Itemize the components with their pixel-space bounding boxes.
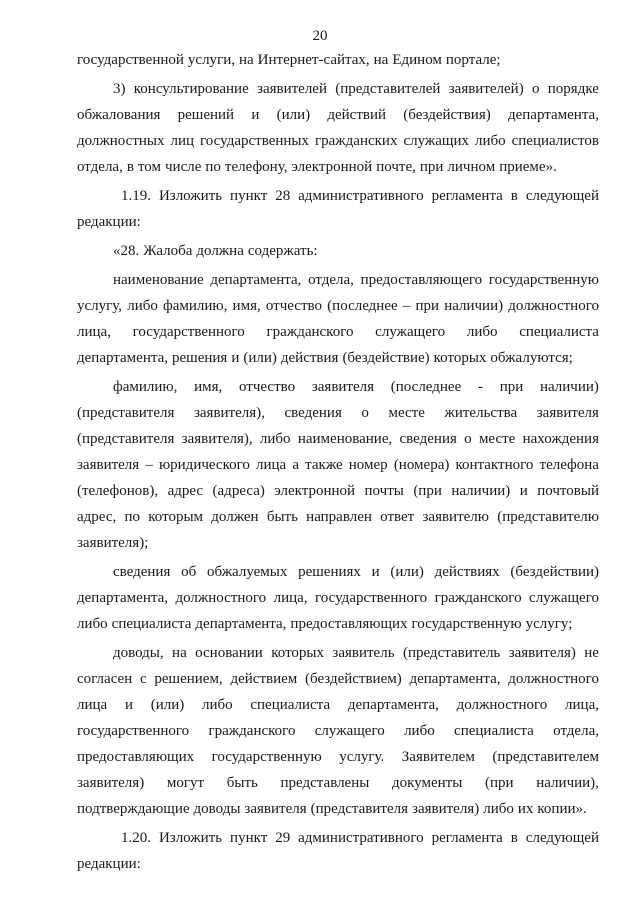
word: а xyxy=(292,457,300,473)
word: отчество xyxy=(265,298,323,314)
word: лица, xyxy=(273,590,308,606)
word: и xyxy=(519,483,528,499)
text-line xyxy=(77,209,599,235)
word: на xyxy=(373,52,389,68)
word: заявителей) xyxy=(448,81,524,97)
text-line xyxy=(77,267,599,293)
word: копии». xyxy=(537,801,587,817)
word: (представителя xyxy=(310,801,409,817)
word: редакции: xyxy=(77,214,141,230)
word: наличии) xyxy=(539,379,599,395)
text-line xyxy=(77,559,599,585)
word: решением, xyxy=(154,671,223,687)
word: Едином xyxy=(392,52,442,68)
word: предоставляющего xyxy=(360,272,483,288)
word: доводы xyxy=(193,801,241,817)
word: сведения xyxy=(284,405,342,421)
word: не xyxy=(584,645,599,661)
word: пункт xyxy=(230,830,268,846)
word: административного xyxy=(298,188,424,204)
word: заявителя xyxy=(311,379,375,395)
word: о xyxy=(464,431,472,447)
word: личном xyxy=(447,159,496,175)
word: сведения xyxy=(399,431,457,447)
word: (бездействии) xyxy=(510,564,599,580)
word: регламента xyxy=(431,830,503,846)
text-line xyxy=(77,640,599,666)
word: лица, xyxy=(77,324,111,340)
word: контактного xyxy=(455,457,534,473)
word: заявителя); xyxy=(77,535,149,551)
word: заявителю xyxy=(422,509,489,525)
word: административного xyxy=(298,830,424,846)
word: (последнее xyxy=(327,298,398,314)
word: решения xyxy=(172,350,228,366)
text-line xyxy=(77,102,599,128)
word: по xyxy=(124,509,141,525)
word: их xyxy=(517,801,534,817)
text-line xyxy=(77,452,599,478)
word: приеме». xyxy=(499,159,557,175)
word: обжалования xyxy=(77,107,161,123)
word: которым xyxy=(148,509,204,525)
word: порядке xyxy=(547,81,599,97)
text-line xyxy=(77,851,599,877)
text-line xyxy=(77,426,599,452)
text-line xyxy=(77,76,599,102)
word: имя, xyxy=(232,298,261,314)
word: обжалуемых xyxy=(206,564,288,580)
word: наименование xyxy=(113,272,204,288)
word: сведения xyxy=(113,564,171,580)
word: документы xyxy=(392,775,463,791)
text-line xyxy=(77,611,599,637)
word: могут xyxy=(166,775,205,791)
word: при xyxy=(415,298,440,314)
word: либо xyxy=(474,133,506,149)
word: служащего xyxy=(314,723,385,739)
word: отдела, xyxy=(308,272,354,288)
word: заявителя xyxy=(536,405,599,421)
word: заявителя xyxy=(77,457,140,473)
word: – xyxy=(145,457,153,473)
word: основании xyxy=(195,645,263,661)
word: по xyxy=(205,159,221,175)
word: (или) xyxy=(276,107,311,123)
word: следующей xyxy=(525,188,599,204)
word: государственного xyxy=(315,590,428,606)
text-line xyxy=(77,504,599,530)
word: заявителя), xyxy=(193,405,265,421)
word: телефона xyxy=(539,457,599,473)
word: заявителя xyxy=(244,801,307,817)
text-line xyxy=(77,744,599,770)
word: также xyxy=(305,457,343,473)
word: (представителя xyxy=(77,431,175,447)
word: телефону, xyxy=(224,159,288,175)
word: услугу, xyxy=(77,298,123,314)
word: лиц xyxy=(170,133,195,149)
word: государственного xyxy=(132,324,245,340)
word: действий xyxy=(327,107,387,123)
word: должностных xyxy=(77,133,165,149)
word: об xyxy=(181,564,197,580)
word: предоставляющих xyxy=(290,616,408,632)
word: следующей xyxy=(525,830,599,846)
word: – xyxy=(402,298,411,314)
word: отдела, xyxy=(77,159,123,175)
word: (бездействия) xyxy=(403,107,491,123)
word: и xyxy=(251,107,260,123)
word: (представителем xyxy=(492,749,599,765)
word: наличии), xyxy=(536,775,599,791)
word: государственной xyxy=(77,52,184,68)
word: услугу; xyxy=(525,616,573,632)
word: (при xyxy=(413,483,442,499)
word: почте, xyxy=(376,159,416,175)
word: консультирование xyxy=(133,81,249,97)
word: представлены xyxy=(280,775,370,791)
text-line xyxy=(77,530,599,556)
word: (последнее xyxy=(390,379,462,395)
word: предоставляющих xyxy=(77,749,195,765)
word: заявителя), xyxy=(181,431,253,447)
word: департамента, xyxy=(77,350,168,366)
word: в xyxy=(510,830,518,846)
word: специалиста xyxy=(111,616,192,632)
word: департамента, xyxy=(195,616,287,632)
document-body xyxy=(77,47,599,877)
word: (бездействием) xyxy=(305,671,402,687)
word: заявителя) xyxy=(412,801,480,817)
word: фамилию, xyxy=(113,379,178,395)
word: номер xyxy=(348,457,388,473)
word: либо xyxy=(404,723,435,739)
word: (номера) xyxy=(393,457,450,473)
word: гражданского xyxy=(208,723,296,739)
text-line xyxy=(77,692,599,718)
text-line xyxy=(77,154,599,180)
word: при xyxy=(419,159,444,175)
word: Изложить xyxy=(158,830,223,846)
word: должностного xyxy=(456,697,548,713)
word: специалистов xyxy=(511,133,599,149)
word: (или) xyxy=(390,564,424,580)
word: Изложить xyxy=(158,188,223,204)
word: государственную xyxy=(211,749,322,765)
word: 1.20. xyxy=(121,830,151,846)
word: (или) xyxy=(150,697,185,713)
word: заявителя) xyxy=(77,775,145,791)
word: отчество xyxy=(238,379,296,395)
text-line xyxy=(77,585,599,611)
word: месте xyxy=(388,405,425,421)
text-line xyxy=(77,825,599,851)
word: содержать: xyxy=(247,243,318,259)
word: должна xyxy=(196,243,244,259)
word: отдела, xyxy=(553,723,599,739)
word: Жалоба xyxy=(143,243,193,259)
word: департамента, xyxy=(210,272,302,288)
word: почты xyxy=(364,483,404,499)
word: государственную xyxy=(411,616,522,632)
word: действиях xyxy=(434,564,500,580)
word: должностного xyxy=(508,671,599,687)
word: нахождения xyxy=(522,431,599,447)
word: государственного xyxy=(77,723,190,739)
word: департамента, xyxy=(347,697,439,713)
word: департамента, xyxy=(409,671,501,687)
word: жительства xyxy=(444,405,518,421)
word: месте xyxy=(478,431,516,447)
word: и xyxy=(231,350,240,366)
word: о xyxy=(532,81,540,97)
word: действием xyxy=(230,671,298,687)
word: электронной xyxy=(274,483,356,499)
word: должностного xyxy=(175,590,267,606)
word: быть xyxy=(266,509,298,525)
word: гражданского xyxy=(434,590,522,606)
word: быть xyxy=(226,775,258,791)
word: решений xyxy=(177,107,235,123)
word: либо xyxy=(259,431,291,447)
word: (телефонов), xyxy=(77,483,159,499)
word: (бездействие) xyxy=(342,350,430,366)
word: и xyxy=(124,697,133,713)
word: (или) xyxy=(243,350,277,366)
text-line xyxy=(77,374,599,400)
word: и xyxy=(371,564,380,580)
word: редакции: xyxy=(77,856,141,872)
word: заявителя) xyxy=(508,645,576,661)
word: (представитель xyxy=(402,645,501,661)
word: подтверждающие xyxy=(77,801,190,817)
word: адрес xyxy=(167,483,204,499)
word: имя, xyxy=(194,379,223,395)
page-number: 20 xyxy=(312,28,328,44)
word: либо xyxy=(483,801,514,817)
word: электронной xyxy=(291,159,373,175)
word: почтовый xyxy=(537,483,599,499)
word: специалиста xyxy=(454,723,534,739)
word: наличии) xyxy=(451,483,511,499)
word: - xyxy=(477,379,483,395)
word: портале; xyxy=(445,52,501,68)
word: специалиста xyxy=(250,697,331,713)
word: в xyxy=(126,159,134,175)
word: 1.19. xyxy=(121,188,151,204)
word: действия xyxy=(280,350,339,366)
word: (представителя xyxy=(77,405,175,421)
word: департамента, xyxy=(77,590,168,606)
word: служащих xyxy=(403,133,469,149)
word: (адреса) xyxy=(212,483,265,499)
word: должен xyxy=(211,509,259,525)
word: на xyxy=(238,52,254,68)
word: обжалуются; xyxy=(490,350,573,366)
word: регламента xyxy=(431,188,503,204)
word: (представителю xyxy=(497,509,599,525)
word: направлен xyxy=(306,509,372,525)
word: лица, xyxy=(565,697,599,713)
word: государственных xyxy=(200,133,309,149)
text-line xyxy=(77,128,599,154)
text-line xyxy=(77,718,599,744)
word: Интернет-сайтах, xyxy=(257,52,370,68)
word: либо xyxy=(127,298,158,314)
word: на xyxy=(172,645,187,661)
word: которых xyxy=(271,645,324,661)
text-line xyxy=(77,770,599,796)
text-line xyxy=(77,293,599,319)
text-line xyxy=(77,796,599,822)
word: либо xyxy=(77,616,108,632)
word: 29 xyxy=(275,830,291,846)
word: том xyxy=(137,159,162,175)
word: 3) xyxy=(113,81,126,97)
word: должностного xyxy=(508,298,599,314)
word: (представителей xyxy=(335,81,441,97)
word: лица xyxy=(77,697,108,713)
text-line xyxy=(77,478,599,504)
word: которых xyxy=(433,350,487,366)
word: фамилию, xyxy=(163,298,228,314)
text-line xyxy=(77,666,599,692)
word: (при xyxy=(485,775,514,791)
word: служащего xyxy=(375,324,446,340)
word: гражданского xyxy=(266,324,354,340)
word: при xyxy=(499,379,524,395)
word: услуги, xyxy=(187,52,235,68)
word: о xyxy=(361,405,369,421)
text-line xyxy=(77,238,599,264)
word: согласен xyxy=(77,671,133,687)
text-line xyxy=(77,400,599,426)
word: адрес, xyxy=(77,509,117,525)
word: Заявителем xyxy=(401,749,475,765)
word: юридического xyxy=(158,457,250,473)
word: решениях xyxy=(298,564,361,580)
word: 28 xyxy=(275,188,291,204)
text-line xyxy=(77,319,599,345)
word: «28. xyxy=(113,243,140,259)
word: либо xyxy=(466,324,498,340)
word: заявителей xyxy=(257,81,327,97)
word: департамента, xyxy=(507,107,599,123)
word: наличии) xyxy=(444,298,504,314)
word: гражданских xyxy=(314,133,398,149)
text-line xyxy=(77,345,599,371)
word: специалиста xyxy=(519,324,599,340)
word: либо xyxy=(201,697,233,713)
word: в xyxy=(510,188,518,204)
text-line xyxy=(77,47,599,73)
word: числе xyxy=(165,159,202,175)
word: с xyxy=(139,671,147,687)
word: услугу. xyxy=(339,749,385,765)
word: ответ xyxy=(380,509,415,525)
word: заявитель xyxy=(332,645,395,661)
word: государственную xyxy=(488,272,599,288)
word: служащего xyxy=(529,590,599,606)
word: пункт xyxy=(230,188,268,204)
word: лица xyxy=(256,457,287,473)
word: доводы, xyxy=(113,645,164,661)
word: наименование, xyxy=(297,431,393,447)
text-line xyxy=(77,183,599,209)
